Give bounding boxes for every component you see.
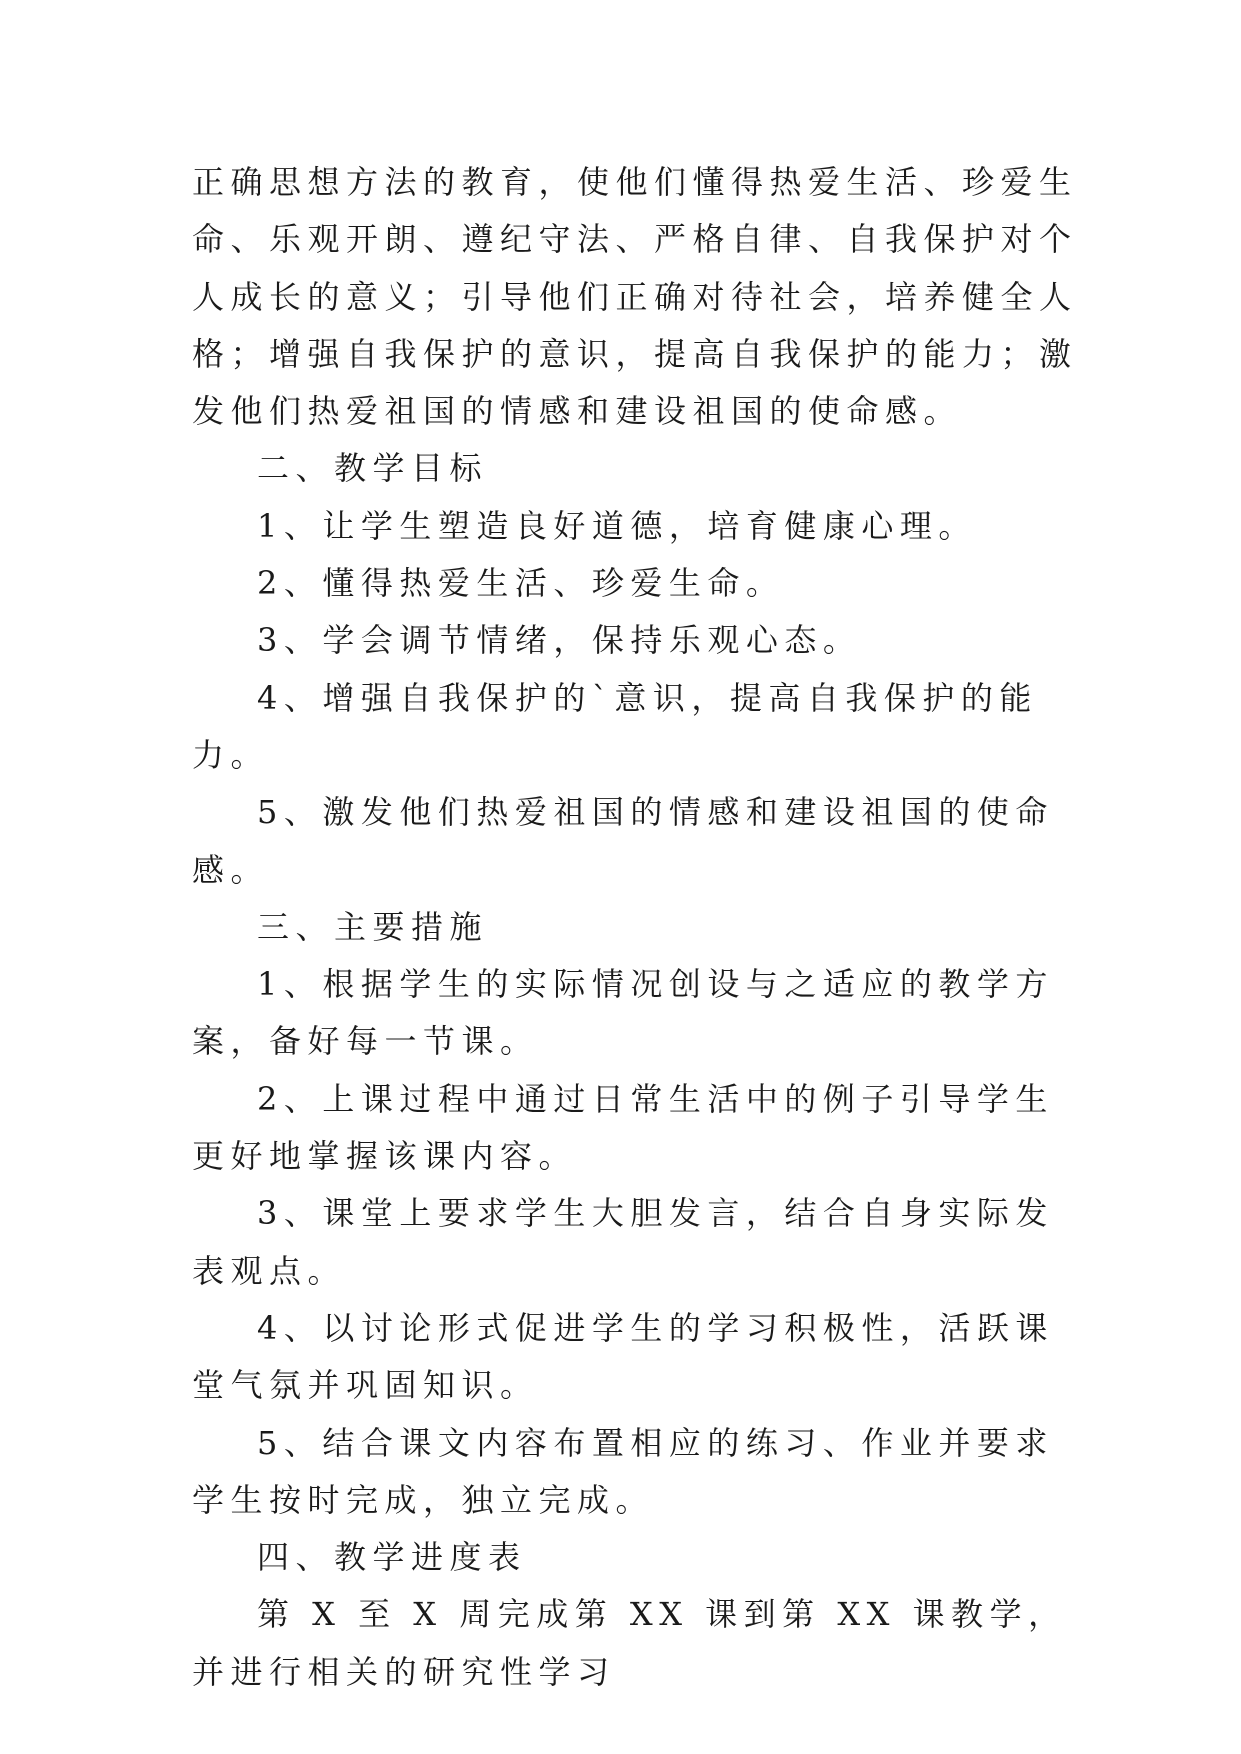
- measure-item-5: 5、结合课文内容布置相应的练习、作业并要求学生按时完成，独立完成。: [192, 1423, 1054, 1519]
- heading-main-measures: 三、主要措施: [257, 907, 489, 946]
- measure-item-2: 2、上课过程中通过日常生活中的例子引导学生更好地掌握该课内容。: [192, 1079, 1054, 1176]
- paragraph-intro-continuation: 正确思想方法的教育，使他们懂得热爱生活、珍爱生命、乐观开朗、遵纪守法、严格自律、自我保护对个人成长的意义；引导他们正确对待社会，培养健全人格；增强自我保护的意识，提高自我保护的能力；激发他们热爱祖国的情感和建设祖国的使命感。: [192, 163, 1078, 431]
- schedule-paragraph: 第 X 至 X 周完成第 XX 课到第 XX 课教学，并进行相关的研究性学习: [192, 1595, 1067, 1691]
- goal-item-3: 3、学会调节情绪，保持乐观心态。: [257, 621, 862, 660]
- measure-item-3: 3、课堂上要求学生大胆发言，结合自身实际发表观点。: [192, 1194, 1054, 1290]
- heading-teaching-goals: 二、教学目标: [257, 449, 489, 488]
- goal-item-2: 2、懂得热爱生活、珍爱生命。: [257, 564, 785, 603]
- heading-teaching-schedule: 四、教学进度表: [257, 1538, 527, 1577]
- goal-item-4: 4、增强自我保护的`意识，提高自我保护的能力。: [192, 678, 1038, 774]
- goal-item-5: 5、激发他们热爱祖国的情感和建设祖国的使命感。: [192, 793, 1054, 889]
- measure-item-4: 4、以讨论形式促进学生的学习积极性，活跃课堂气氛并巩固知识。: [192, 1308, 1054, 1405]
- measure-item-1: 1、根据学生的实际情况创设与之适应的教学方案，备好每一节课。: [192, 965, 1054, 1061]
- document-body: [192, 154, 1092, 1701]
- goal-item-1: 1、让学生塑造良好道德，培育健康心理。: [257, 506, 977, 545]
